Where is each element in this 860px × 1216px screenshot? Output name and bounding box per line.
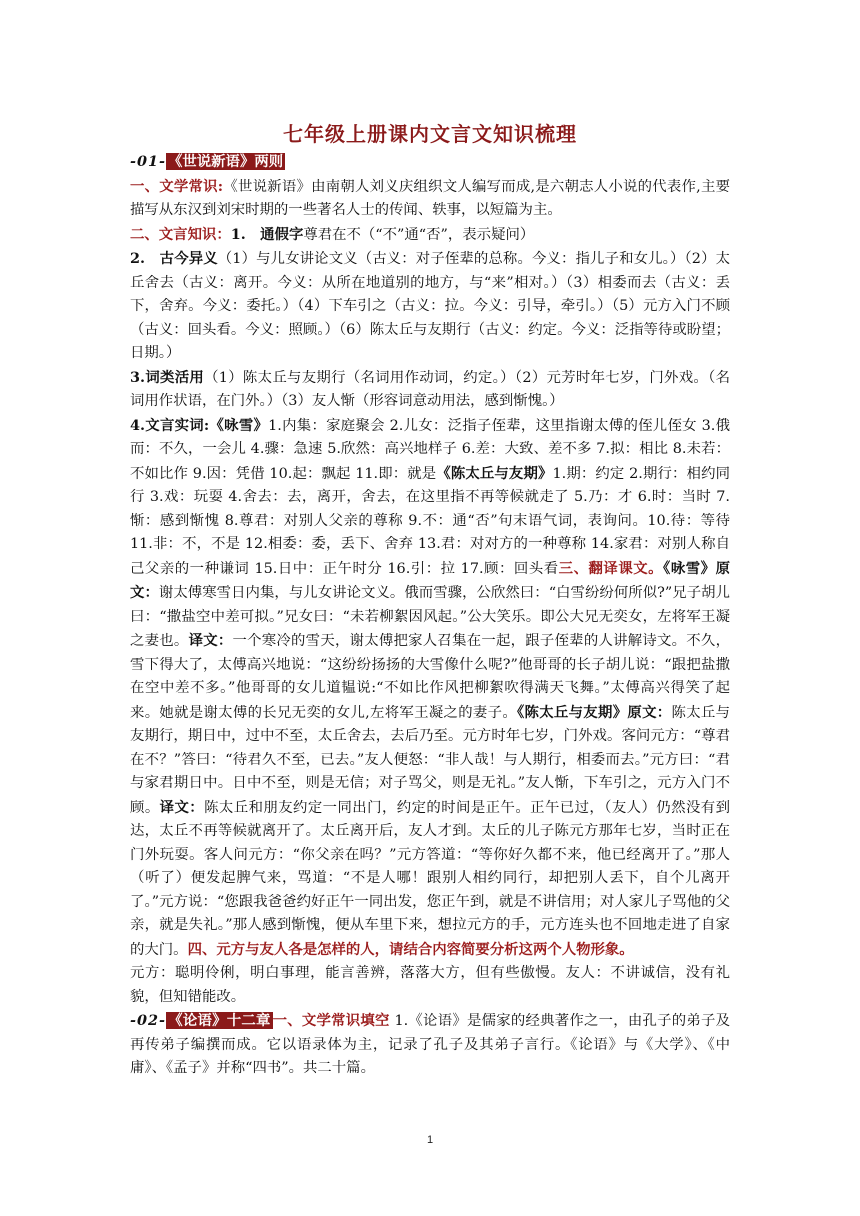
- section-tag: 《论语》十二章: [167, 1012, 271, 1029]
- section-number: -01-: [130, 153, 166, 170]
- literary-knowledge-paragraph: 一、文学常识:《世说新语》由南朝人刘义庆组织文人编写而成,是六朝志人小说的代表作,主要描写从东汉到刘宋时期的一些著名人士的传闻、轶事，以短篇为主。: [130, 177, 730, 218]
- heading-character-analysis: 四、元方与友人各是怎样的人，请结合内容简要分析这两个人物形象。: [187, 940, 634, 958]
- content-words-paragraph: 4.文言实词:《咏雪》1.内集：家庭聚会 2.儿女：泛指子侄辈，这里指谢太傅的侄儿侄女 3.俄而：不久，一会儿 4.骤：急速 5.欣然：高兴地样子 6.差：大致、差不多 7.拟：相比 8.未若：不如比作 9.因：凭借 10.起：飘起 11.即：就是《陈太丘与友期》1.期：约定 2.期行：相约同行 3.戏：玩耍 4.舍去：去，离开，舍去，在这里指不再等候就走了 5.乃：才 6.时：当时 7.惭：感到惭愧 8.尊君：对别人父亲的尊称 9.不：通“否”句末语气词，表询问。10.待：等待 11.非：不，不是 12.相委：委，丢下、舍弃 13.君：对对方的一种尊称 14.家君：对别人称自己父亲的一种谦词 15.日中：正午时分 16.引：拉 17.顾：回头看三、翻译课文。《咏雪》原文：谢太傅寒雪日内集，与儿女讲论文义。俄而雪骤，公欣然曰：“白雪纷纷何所似?”兄子胡儿曰：“撒盐空中差可拟。”兄女曰：“未若柳絮因风起。”公大笑乐。即公大兄无奕女，左将军王凝之妻也。译文：一个寒冷的雪天，谢太傅把家人召集在一起，跟子侄辈的人讲解诗文。不久，雪下得大了，太傅高兴地说：“这纷纷扬扬的大雪像什么呢?”他哥哥的长子胡儿说：“跟把盐撒在空中差不多。”他哥哥的女儿道韫说:“不如比作风把柳絮吹得满天飞舞。”太傅高兴得笑了起来。她就是谢太傅的长兄无奕的女儿,左将军王凝之的妻子。《陈太丘与友期》原文：陈太丘与友期行，期日中，过中不至，太丘舍去，去后乃至。元方时年七岁，门外戏。客问元方：“尊君在不？”答曰：“待君久不至，已去。”友人便怒：“非人哉！与人期行，相委而去。”元方曰：“君与家君期日中。日中不至，则是无信；对子骂父，则是无礼。”友人惭，下车引之，元方入门不顾。译文：陈太丘和朋友约定一同出门，约定的时间是正午。正午已过，（友人）仍然没有到达，太丘不再等候就离开了。太丘离开后，友人才到。太丘的儿子陈元方那年七岁，当时正在门外玩耍。客人问元方：“你父亲在吗？”元方答道：“等你好久都不来，他已经离开了。”那人（听了）便发起脾气来，骂道：“不是人哪！跟别人相约同行，却把别人丢下，自个儿离开了。”元方说：“您跟我爸爸约好正午一同出发，您正午到，就是不讲信用；对人家儿子骂他的父亲，就是失礼。”那人感到惭愧，便从车里下来，想拉元方的手，元方连头也不回地走进了自家的大门。四、元方与友人各是怎样的人，请结合内容简要分析这两个人物形象。: [130, 416, 730, 958]
- ancient-modern-meaning-paragraph: 2. 古今异义（1）与儿女讲论文义（古义：对子侄辈的总称。今义：指儿子和女儿。）（2）太丘舍去（古义：离开。今义：从所在地道别的地方，与“来”相对。）（3）相委而去（古义：丢下，舍弃。今义：委托。）（4）下车引之（古义：拉。今义：引导，牵引。）（5）元方入门不顾（古义：回头看。今义：照顾。）（6）陈太丘与友期行（古义：约定。今义：泛指等待或盼望；日期。）: [130, 250, 730, 361]
- character-analysis-answer: 元方：聪明伶俐，明白事理，能言善辨，落落大方，但有些傲慢。友人：不讲诚信，没有礼貌，但知错能改。: [130, 965, 730, 1005]
- heading-translation: 三、翻译课文。: [558, 559, 664, 577]
- page-number: 1: [426, 1134, 434, 1146]
- heading-literary-fill-in: 一、文学常识填空: [272, 1012, 390, 1029]
- section-tag: 《世说新语》两则: [167, 153, 284, 170]
- section-number: -02-: [130, 1012, 166, 1029]
- document-title: 七年级上册课内文言文知识梳理: [283, 122, 577, 146]
- section-2-paragraph: -02- 《论语》十二章 一、文学常识填空 1.《论语》是儒家的经典著作之一，由孔子的弟子及再传弟子编撰而成。它以语录体为主，记录了孔子及其弟子言行。《论语》与《大学》、《中庸》、《孟子》并称“四书”。共二十篇。: [130, 1012, 730, 1076]
- heading-literary-knowledge: 一、文学常识:: [130, 177, 224, 195]
- word-class-paragraph: 3.词类活用（1）陈太丘与友期行（名词用作动词，约定。）（2）元芳时年七岁，门外戏。（名词用作状语，在门外。）（3）友人惭（形容词意动用法，感到惭愧。）: [130, 368, 730, 409]
- heading-classical-knowledge: 二、文言知识：: [130, 225, 231, 243]
- document-body: [130, 150, 730, 1081]
- classical-knowledge-paragraph: 二、文言知识：1. 通假字尊君在不（“不”通“否”，表示疑问）: [130, 225, 535, 243]
- section-1-header: [130, 150, 730, 175]
